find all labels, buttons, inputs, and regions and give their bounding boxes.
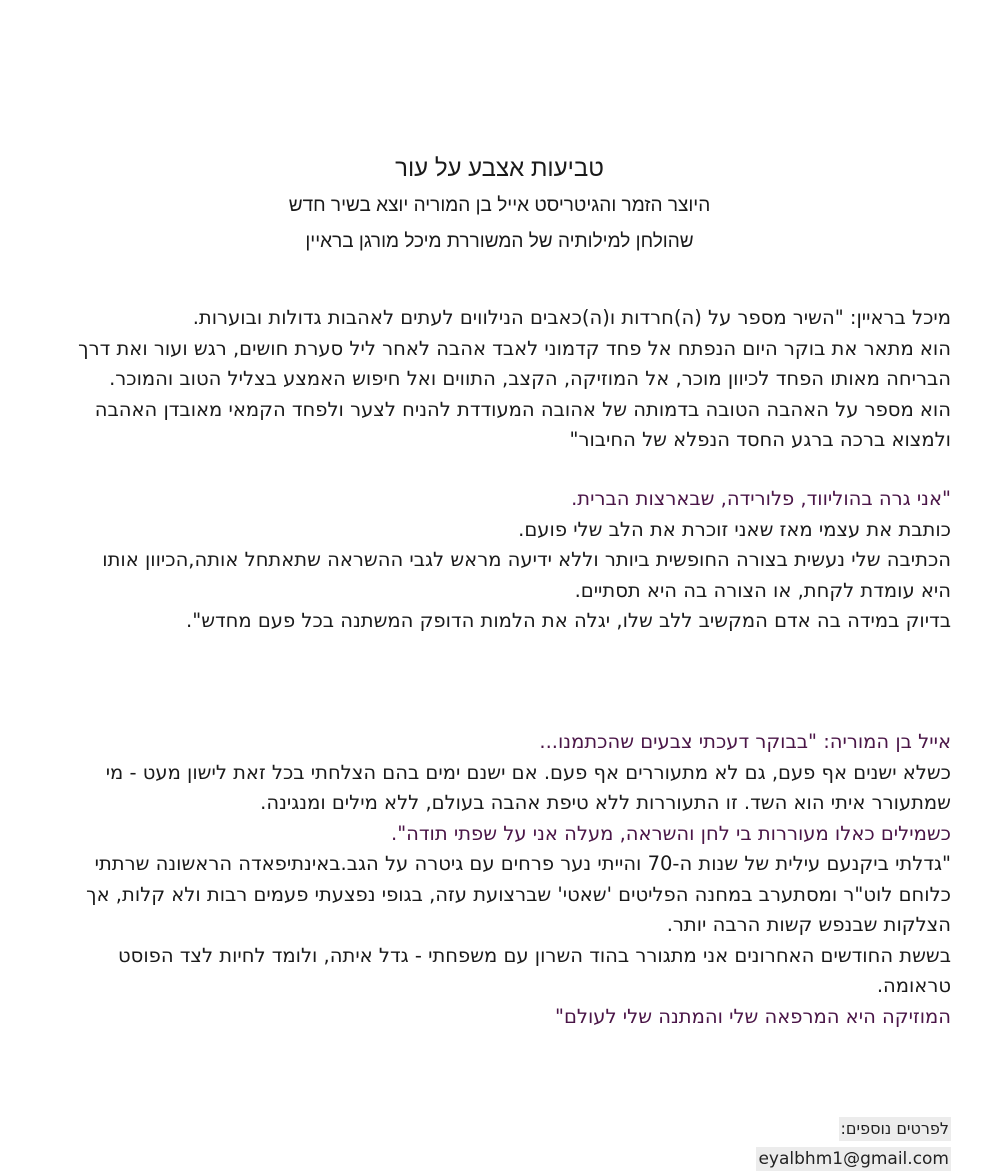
paragraph-line: ולמצוא ברכה ברגע החסד הנפלא של החיבור" xyxy=(569,428,951,451)
eyal-statement xyxy=(41,727,951,1032)
paragraph-line: הצלקות שבנפש קשות הרבה יותר. xyxy=(666,913,951,936)
subtitle-line: היוצר הזמר והגיטריסט אייל בן המוריה יוצא בשיר חדש xyxy=(288,195,711,216)
paragraph-line: "גדלתי ביקנעם עילית של שנות ה-70 והייתי נער פרחים עם גיטרה על הגב.באינתיפאדה הראשונה שרתתי xyxy=(94,852,951,875)
contact-email-link[interactable]: eyalbhm1@gmail.com xyxy=(758,1149,949,1169)
paragraph-line: הוא מספר על האהבה הטובה בדמותה של אהובה המעודדת להניח לצער ולפחד הקמאי מאובדן האהבה xyxy=(94,397,951,421)
paragraph-line: בדיוק במידה בה אדם המקשיב ללב שלו, יגלה את הלמות הדופק המשתנה בכל פעם מחדש". xyxy=(186,609,951,632)
contact-info xyxy=(756,1117,951,1171)
paragraph-line: הוא מתאר את בוקר היום הנפתח אל פחד קדמוני לאבד אהבה לאחר ליל סערת חושים, רגש ועור ואת דרך xyxy=(78,336,951,360)
article-header xyxy=(0,152,999,260)
michal-quote xyxy=(41,484,951,637)
paragraph-line: שמתעורר איתי הוא השד. זו התעוררות ללא טיפת אהבה בעולם, ללא מילים ומנגינה. xyxy=(260,791,951,814)
article-subtitle xyxy=(0,188,999,260)
paragraph-line: הבריחה מאותו הפחד לכיוון מוכר, אל המוזיקה, הקצב, התווים ואל חיפוש האמצע בצליל הטוב והמוכר. xyxy=(109,367,951,390)
paragraph-line: טראומה. xyxy=(876,974,951,997)
paragraph-line: הכתיבה שלי נעשית בצורה החופשית ביותר וללא ידיעה מראש לגבי ההשראה שתאתחל אותה,הכיוון אותו xyxy=(102,548,951,571)
eyal-heading: אייל בן המוריה: "בבוקר דעכתי צבעים שהכתמנו... xyxy=(539,730,951,753)
paragraph-line: מיכל בראיין: "השיר מספר על (ה)חרדות ו(ה)כאבים הנילווים לעתים לאהבות גדולות ובוערות. xyxy=(192,306,951,329)
contact-label: לפרטים נוספים: xyxy=(839,1117,952,1141)
article-title: טביעות אצבע על עור xyxy=(395,155,604,182)
eyal-highlight: כשמילים כאלו מעוררות בי לחן והשראה, מעלה אני על שפתי תודה". xyxy=(391,821,951,845)
paragraph-line: היא עומדת לקחת, או הצורה בה היא תסתיים. xyxy=(574,578,951,602)
quote-highlight: "אני גרה בהוליווד, פלורידה, שבארצות הברית. xyxy=(571,487,951,510)
eyal-closing: המוזיקה היא המרפאה שלי והמתנה שלי לעולם" xyxy=(554,1004,951,1028)
subtitle-line: שהולחן למילותיה של המשוררת מיכל מורגן בראיין xyxy=(305,231,694,252)
paragraph-line: כלוחם לוט"ר ומסתערב במחנה הפליטים 'שאטי' שברצועת עזה, בגופי נפצעתי פעמים רבות ולא קלות, אך xyxy=(86,882,951,906)
michal-statement xyxy=(41,303,951,456)
paragraph-line: בששת החודשים האחרונים אני מתגורר בהוד השרון עם משפחתי - גדל איתה, ולומד לחיות לצד הפוסט xyxy=(118,943,951,967)
paragraph-line: כשלא ישנים אף פעם, גם לא מתעוררים אף פעם. אם ישנם ימים בהם הצלחתי בכל זאת לישון מעט - מי xyxy=(105,760,951,784)
paragraph-line: כותבת את עצמי מאז שאני זוכרת את הלב שלי פועם. xyxy=(518,517,951,541)
